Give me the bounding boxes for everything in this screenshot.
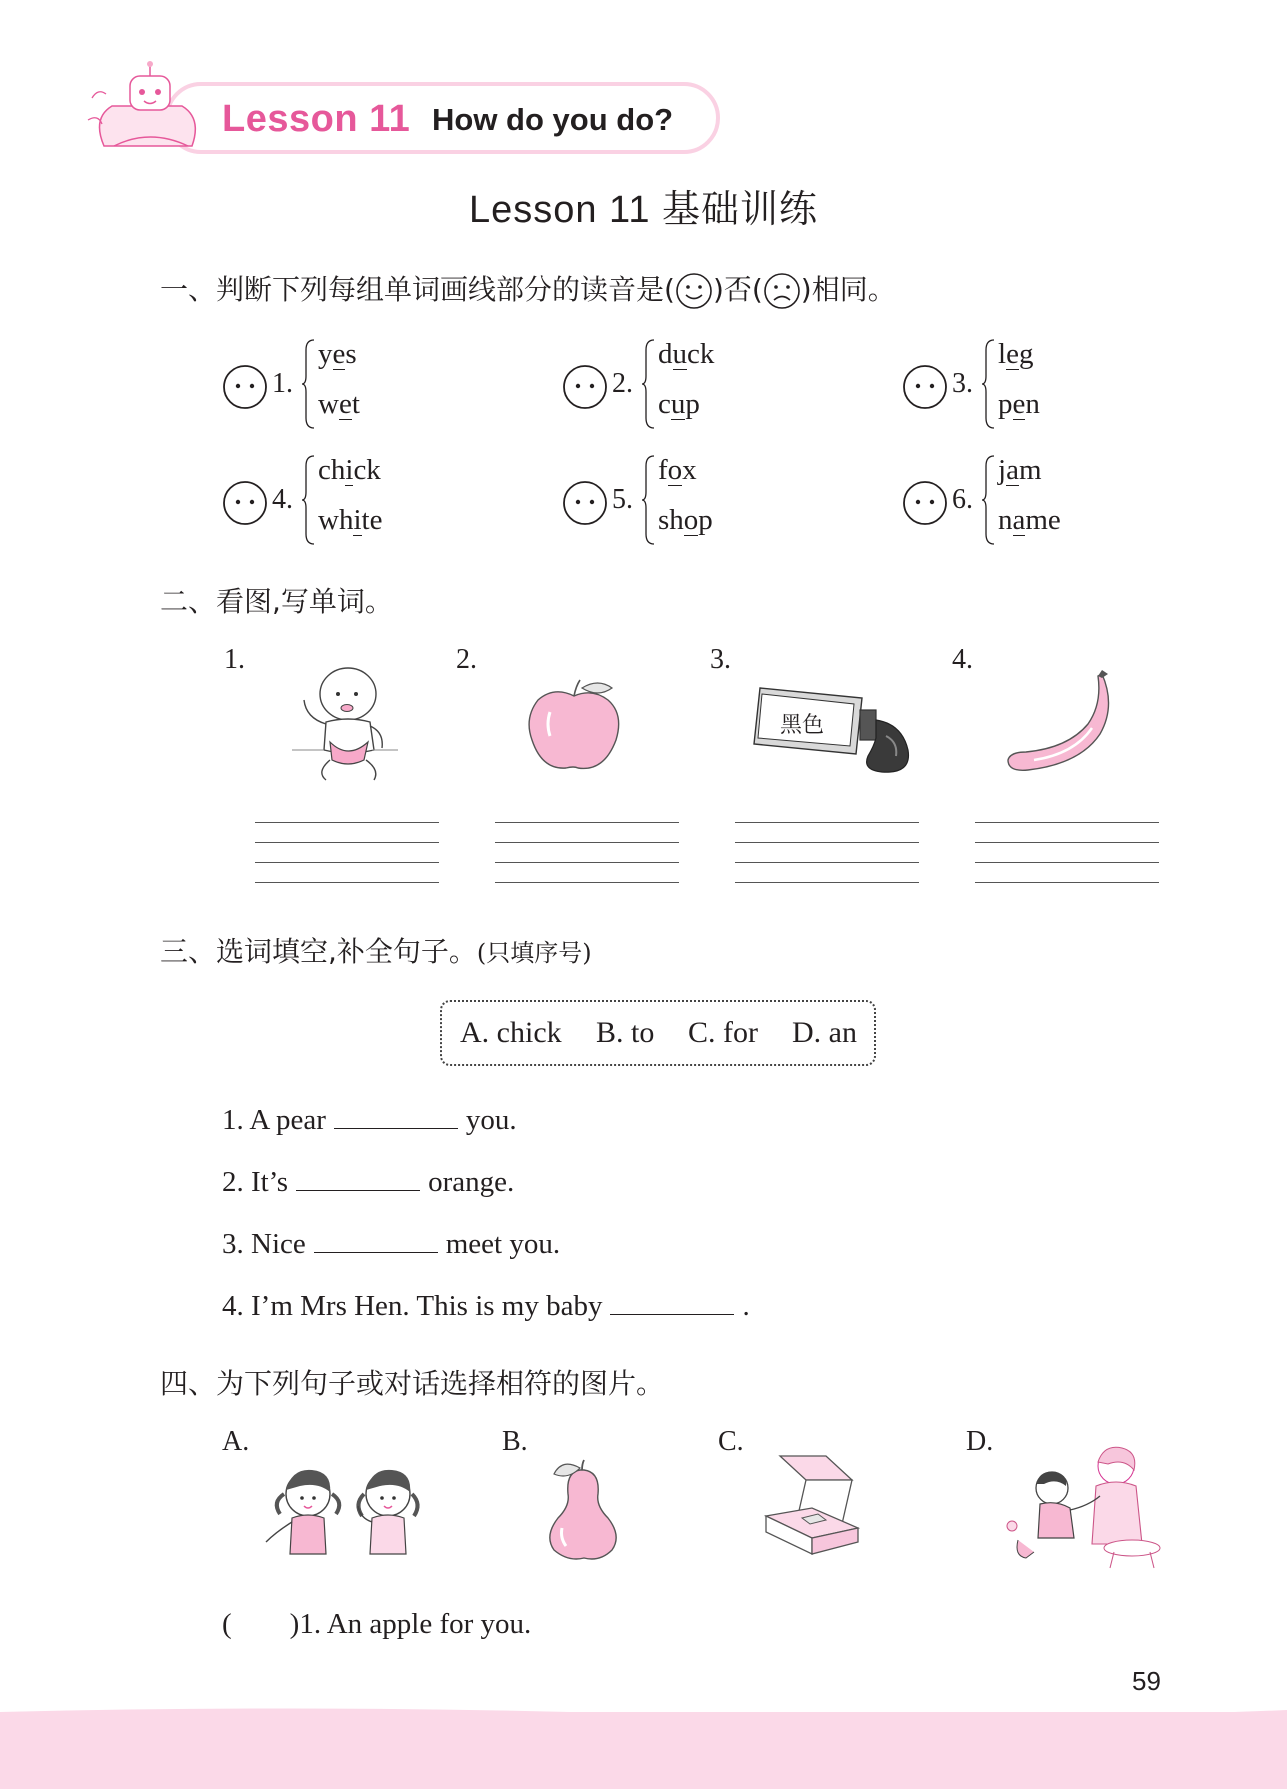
choice-label: B.	[502, 1426, 528, 1457]
word-second: name	[998, 504, 1061, 536]
word-first: yes	[318, 338, 357, 370]
part2-title: 二、看图,写单词。	[160, 585, 393, 618]
blank-face-icon	[562, 364, 608, 410]
word-second: cup	[658, 388, 700, 420]
writing-lines[interactable]	[975, 822, 1159, 884]
item-number: 3.	[952, 368, 973, 399]
answer-blank[interactable]	[296, 1166, 420, 1191]
answer-blank[interactable]	[610, 1290, 734, 1315]
item-number: 4.	[952, 644, 973, 675]
footer-band	[0, 1712, 1287, 1789]
gift-box-icon	[762, 1452, 862, 1564]
item-number: 2.	[612, 368, 633, 399]
brace-icon	[302, 454, 316, 546]
option-c: C. for	[688, 1016, 758, 1049]
part1-item[interactable]	[562, 336, 842, 436]
part1-item[interactable]	[902, 336, 1182, 436]
two-girls-icon	[262, 1460, 434, 1560]
sentence-4: 4. I’m Mrs Hen. This is my baby .	[222, 1290, 750, 1322]
answer-blank[interactable]	[334, 1104, 458, 1129]
choice-label: D.	[966, 1426, 994, 1457]
part3-title	[160, 930, 592, 970]
brace-icon	[302, 338, 316, 430]
answer-blank[interactable]	[314, 1228, 438, 1253]
baby-icon	[290, 660, 400, 786]
pear-icon	[540, 1458, 626, 1562]
writing-lines[interactable]	[735, 822, 919, 884]
word-second: white	[318, 504, 383, 536]
page-heading: Lesson 11 基础训练	[468, 189, 819, 231]
part1-item[interactable]	[222, 336, 502, 436]
blank-face-icon	[562, 480, 608, 526]
writing-lines[interactable]	[255, 822, 439, 884]
part1-title-before: 一、判断下列每组单词画线部分的读音是(	[160, 273, 675, 306]
blank-face-icon	[222, 480, 268, 526]
writing-lines[interactable]	[495, 822, 679, 884]
item-number: 5.	[612, 484, 633, 515]
happy-face-icon	[675, 272, 713, 310]
sentence-3: 3. Nice meet you.	[222, 1228, 561, 1260]
answer-paren[interactable]: ( )	[222, 1608, 300, 1640]
word-first: chick	[318, 454, 381, 486]
word-first: leg	[998, 338, 1034, 370]
item-number: 2.	[456, 644, 477, 675]
item-number: 3.	[710, 644, 731, 675]
word-second: shop	[658, 504, 713, 536]
question-1: ( )1. An apple for you.	[222, 1608, 532, 1640]
word-second: pen	[998, 388, 1040, 420]
banana-icon	[1004, 668, 1124, 776]
word-second: wet	[318, 388, 360, 420]
brace-icon	[982, 454, 996, 546]
option-a: A. chick	[460, 1016, 562, 1049]
brace-icon	[982, 338, 996, 430]
choice-label: C.	[718, 1426, 744, 1457]
sentence-2: 2. It’s orange.	[222, 1166, 515, 1198]
brace-icon	[642, 338, 656, 430]
item-number: 4.	[272, 484, 293, 515]
lesson-title: How do you do?	[432, 102, 674, 137]
part1-title-after: )相同。	[800, 273, 896, 306]
sad-face-icon	[763, 272, 801, 310]
part1-item[interactable]	[562, 452, 842, 552]
part1-title	[160, 268, 896, 310]
part1-item[interactable]	[902, 452, 1182, 552]
part1-title-middle: )否(	[712, 273, 763, 306]
option-b: B. to	[596, 1016, 655, 1049]
robot-mascot-icon	[84, 58, 214, 158]
page-number: 59	[1132, 1666, 1161, 1696]
brace-icon	[642, 454, 656, 546]
choice-label: A.	[222, 1426, 250, 1457]
tube-label: 黑色	[780, 713, 825, 738]
item-number: 1.	[224, 644, 245, 675]
part4-title: 四、为下列句子或对话选择相符的图片。	[160, 1367, 665, 1400]
apple-icon	[524, 678, 630, 774]
lesson-label: Lesson 11	[222, 98, 411, 140]
part1-item[interactable]	[222, 452, 502, 552]
word-first: fox	[658, 454, 697, 486]
word-first: jam	[998, 454, 1042, 486]
item-number: 6.	[952, 484, 973, 515]
blank-face-icon	[222, 364, 268, 410]
sentence-1: 1. A pear you.	[222, 1104, 517, 1136]
blank-face-icon	[902, 364, 948, 410]
word-first: duck	[658, 338, 715, 370]
part3-title-text: 三、选词填空,补全句子。	[160, 935, 477, 968]
part3-note: (只填序号)	[476, 939, 592, 967]
black-paint-tube-icon	[752, 680, 916, 780]
mother-and-child-icon	[1004, 1444, 1164, 1570]
option-d: D. an	[792, 1016, 857, 1049]
item-number: 1.	[272, 368, 293, 399]
blank-face-icon	[902, 480, 948, 526]
